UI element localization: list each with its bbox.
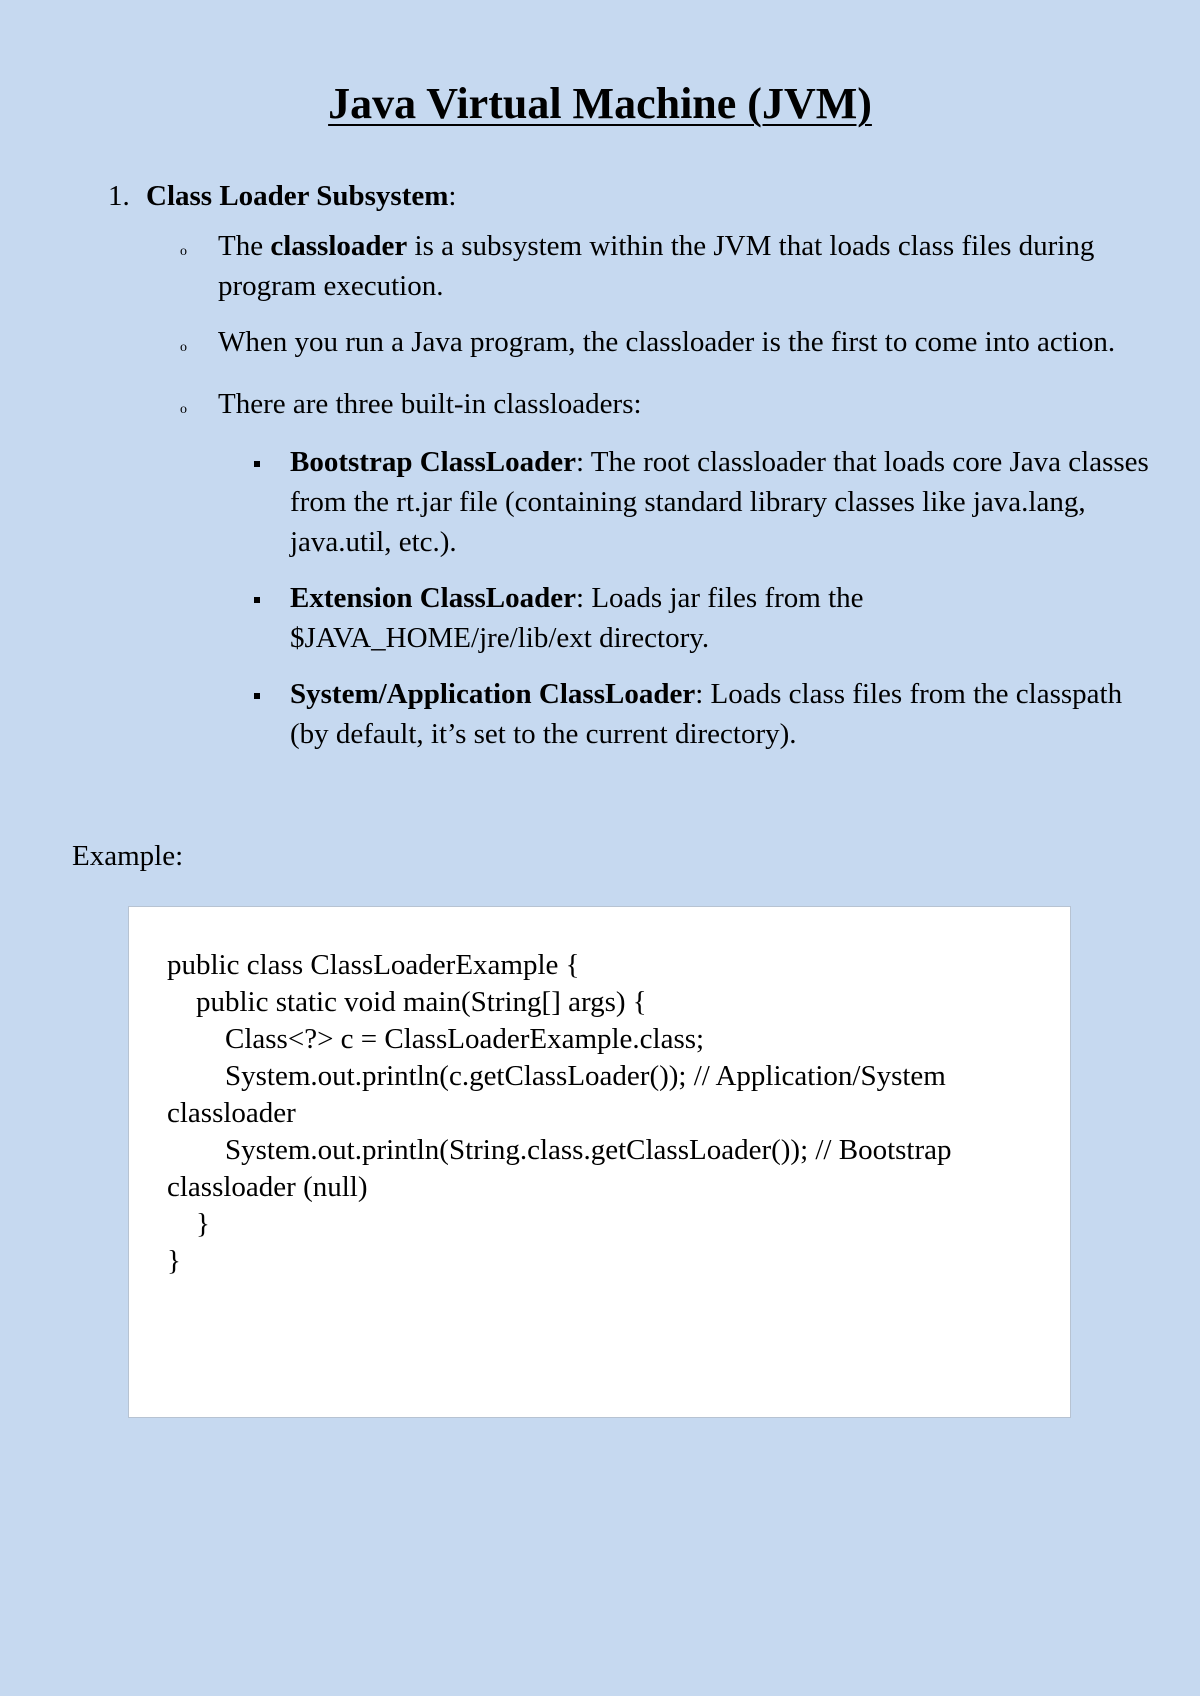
square-bullet-icon xyxy=(252,578,290,658)
list-item-text xyxy=(290,578,1158,658)
text-segment: is a subsystem within the JVM that loads class files during program execution. xyxy=(218,230,1095,302)
list-item-text xyxy=(290,442,1158,562)
list-item xyxy=(180,384,1158,430)
code-text: public class ClassLoaderExample { public static void main(String[] args) { Class<?> c = ClassLoaderExample.class; System.out.println(c.getClassLoader()); // Application/System classloader System.out.println(String.class.getClassLoader()); // Bootstrap classloader (null) } } xyxy=(167,949,952,1277)
bold-term: classloader xyxy=(270,230,408,262)
list-item xyxy=(252,578,1158,658)
section-heading-bold: Class Loader Subsystem xyxy=(146,180,449,212)
section-heading-text xyxy=(146,176,456,216)
list-item-text: When you run a Java program, the classloader is the first to come into action. xyxy=(218,326,1116,358)
text-segment: The xyxy=(218,230,271,262)
list-item-text xyxy=(218,226,1158,306)
bold-term: System/Application ClassLoader xyxy=(290,678,696,710)
list-item xyxy=(252,674,1158,754)
bold-term: Extension ClassLoader xyxy=(290,582,577,614)
example-label: Example: xyxy=(72,840,184,872)
list-item-text: There are three built-in classloaders: xyxy=(218,388,642,420)
text-segment: : Loads jar files from the $JAVA_HOME/jre/lib/ext directory. xyxy=(290,582,864,654)
circle-bullet-icon: o xyxy=(180,340,187,355)
bold-term: Bootstrap ClassLoader xyxy=(290,446,576,478)
list-item-text xyxy=(290,674,1158,754)
document-title xyxy=(0,74,1200,134)
list-item xyxy=(180,226,1158,306)
classloader-list xyxy=(252,442,1158,754)
sub-bullet-list xyxy=(180,226,1158,754)
text-segment: : Loads class files from the classpath (by default, it’s set to the current directory). xyxy=(290,678,1123,750)
code-block xyxy=(128,906,1071,1418)
circle-bullet-icon: o xyxy=(180,244,187,259)
section-heading xyxy=(108,176,1158,216)
circle-bullet-icon: o xyxy=(180,402,187,417)
square-bullet-icon xyxy=(252,442,290,562)
list-item xyxy=(252,442,1158,562)
title-text: Java Virtual Machine (JVM) xyxy=(328,79,872,128)
section-number: 1. xyxy=(108,180,130,212)
class-loader-section xyxy=(108,176,1158,770)
text-segment: : The root classloader that loads core Java classes from the rt.jar file (containing standard library classes like java.lang, java.util, etc.). xyxy=(290,446,1149,558)
section-heading-colon: : xyxy=(448,180,457,212)
square-bullet-icon xyxy=(252,674,290,754)
list-item xyxy=(180,322,1158,368)
